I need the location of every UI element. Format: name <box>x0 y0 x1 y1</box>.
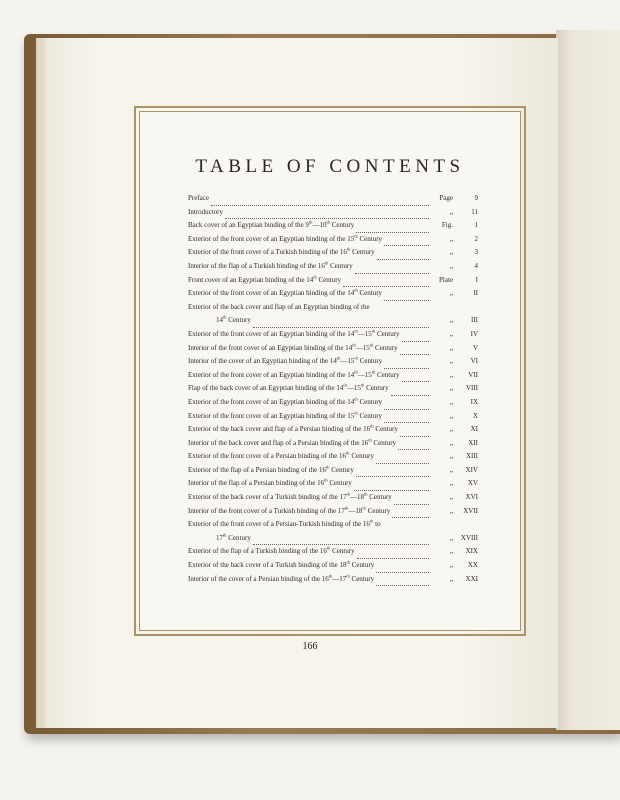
page-number: 166 <box>302 641 318 652</box>
toc-entry-number: V <box>472 343 478 352</box>
toc-entry-number: XIX <box>465 547 478 556</box>
toc-entry-label: „ <box>449 438 453 447</box>
toc-entry-number: 3 <box>474 248 478 257</box>
dot-leader <box>384 236 429 246</box>
dot-leader <box>402 372 429 382</box>
toc-entry <box>188 464 478 478</box>
toc-entry-number: XVIII <box>460 533 478 542</box>
toc-entry-text: Interior of the front cover of an Egyptian binding of the 14th—15th Century <box>188 342 398 352</box>
dot-leader <box>356 467 429 477</box>
toc-entry-label: „ <box>449 207 453 216</box>
dot-leader <box>376 454 429 464</box>
toc-entry <box>188 287 478 301</box>
toc-entry-text: Exterior of the front cover of a Turkish binding of the 16th Century <box>188 247 375 257</box>
toc-entry <box>188 342 478 356</box>
toc-entry <box>188 219 478 233</box>
toc-entry-label: „ <box>449 574 453 583</box>
toc-entry <box>188 518 478 545</box>
toc-entry <box>188 206 478 220</box>
toc-entry-number: VI <box>470 357 478 366</box>
toc-entry-number: XXI <box>465 574 478 583</box>
toc-entry <box>188 559 478 573</box>
toc-entry-text: Flap of the back cover of an Egyptian binding of the 14th—15th Century <box>188 382 389 393</box>
toc-entry <box>188 573 478 587</box>
toc-entry <box>188 355 478 369</box>
toc-entry-text: Exterior of the front cover of an Egyptian binding of the 15th Century <box>188 233 383 243</box>
toc-entry-label: Plate <box>439 275 453 284</box>
toc-entry <box>188 301 478 328</box>
toc-entry-text: Interior of the flap of a Turkish binding of the 16th Century <box>188 260 353 270</box>
dot-leader <box>394 495 429 505</box>
dot-leader <box>343 277 429 287</box>
dot-leader <box>392 508 429 518</box>
toc-entry <box>188 369 478 383</box>
toc-entry-label: „ <box>449 397 453 406</box>
toc-entry <box>188 410 478 424</box>
toc-entry-label: „ <box>449 493 453 502</box>
toc-entry <box>188 260 478 274</box>
toc-entry-number: III <box>471 316 478 325</box>
dot-leader <box>376 576 429 586</box>
toc-entry-number: 9 <box>474 194 478 202</box>
dot-leader <box>377 250 429 260</box>
toc-entry-number: XII <box>468 438 478 447</box>
toc-entry-number: 1 <box>474 221 478 230</box>
toc-entry <box>188 423 478 437</box>
toc-entry-text: Interior of the cover of a Persian binding of the 16th—17th Century <box>188 573 375 583</box>
toc-entry <box>188 545 478 559</box>
toc-entry-number: XV <box>467 479 478 488</box>
toc-entry-label: „ <box>449 248 453 257</box>
toc-entry-label: „ <box>449 452 453 461</box>
dot-leader <box>356 223 429 233</box>
toc-entry-text-continued: 14th Century <box>216 315 251 325</box>
toc-entry-label: „ <box>449 329 453 338</box>
toc-entry <box>188 382 478 396</box>
toc-list <box>188 192 478 586</box>
toc-entry-text: Interior of the back cover and flap of a Persian binding of the 16th Century <box>188 437 397 447</box>
dot-leader <box>400 345 429 355</box>
toc-entry-text: Exterior of the back cover of a Turkish binding of the 18th Century <box>188 559 375 570</box>
facing-page <box>556 30 620 730</box>
toc-entry-number: XX <box>467 561 478 570</box>
toc-entry-label: „ <box>449 547 453 556</box>
toc-entry-number: XI <box>470 425 478 434</box>
toc-entry-text: Back cover of an Egyptian binding of the 9th—10th Century <box>188 219 355 230</box>
toc-entry-number: VIII <box>465 384 478 393</box>
toc-entry <box>188 477 478 491</box>
toc-entry-number: VII <box>468 370 478 379</box>
dot-leader <box>384 400 429 410</box>
toc-entry-number: IX <box>470 397 478 406</box>
toc-entry-number: 11 <box>471 207 478 216</box>
dot-leader <box>253 535 429 545</box>
toc-entry-label: Page <box>439 194 453 202</box>
toc-entry <box>188 233 478 247</box>
toc-entry-label: „ <box>449 316 453 325</box>
toc-entry-number: XIV <box>465 465 478 474</box>
toc-entry-label: „ <box>449 411 453 420</box>
toc-entry-label: „ <box>449 561 453 570</box>
toc-entry-text: Exterior of the front cover of an Egyptian binding of the 14th—15th Century <box>188 369 400 379</box>
dot-leader <box>376 563 429 573</box>
toc-entry <box>188 491 478 505</box>
toc-entry-number: II <box>473 289 478 298</box>
toc-entry-number: 4 <box>474 261 478 270</box>
toc-entry-number: I <box>475 275 478 284</box>
toc-entry-number: X <box>472 411 478 420</box>
toc-entry-text: Exterior of the back cover of a Turkish binding of the 17th—18th Century <box>188 491 392 502</box>
toc-entry-text: Exterior of the front cover of a Persian-Turkish binding of the 16th to <box>188 518 381 529</box>
toc-entry-text: Exterior of the front cover of an Egyptian binding of the 14th Century <box>188 287 383 298</box>
dot-leader <box>398 440 429 450</box>
toc-entry-label: „ <box>449 357 453 366</box>
toc-entry-number: XVII <box>463 506 478 515</box>
toc-entry <box>188 192 478 206</box>
toc-entry-number: IV <box>470 329 478 338</box>
toc-entry <box>188 437 478 451</box>
toc-entry-number: XIII <box>465 452 478 461</box>
toc-entry-label: „ <box>449 343 453 352</box>
dot-leader <box>253 318 429 328</box>
toc-entry-text: Interior of the flap of a Persian binding of the 16th Century <box>188 478 352 488</box>
toc-entry-number: XVI <box>465 493 478 502</box>
toc-entry-text: Exterior of the back cover and flap of a Persian binding of the 16th Century <box>188 423 398 434</box>
toc-entry <box>188 274 478 288</box>
toc-entry <box>188 396 478 410</box>
toc-entry-label: Fig. <box>441 221 453 230</box>
dot-leader <box>357 549 429 559</box>
toc-entry-label: „ <box>449 465 453 474</box>
toc-entry-text: Exterior of the flap of a Turkish binding of the 16th Century <box>188 546 355 556</box>
dot-leader <box>391 386 429 396</box>
dot-leader <box>384 359 429 369</box>
toc-entry <box>188 246 478 260</box>
dot-leader <box>354 481 429 491</box>
toc-entry-label: „ <box>449 234 453 243</box>
dot-leader <box>211 196 429 206</box>
toc-entry-label: „ <box>449 533 453 542</box>
toc-entry-text: Exterior of the front cover of a Persian binding of the 16th Century <box>188 450 374 461</box>
toc-entry-label: „ <box>449 425 453 434</box>
toc-entry-number: 2 <box>474 234 478 243</box>
toc-entry-text: Exterior of the front cover of an Egyptian binding of the 14th—15th Century <box>188 328 400 338</box>
dot-leader <box>384 291 429 301</box>
toc-entry-label: „ <box>449 384 453 393</box>
contents-frame-inner <box>139 111 521 631</box>
contents-frame <box>134 106 526 636</box>
toc-entry-text: Exterior of the back cover and flap of an Egyptian binding of the <box>188 302 370 311</box>
toc-entry-text: Interior of the front cover of a Turkish binding of the 17th—18th Century <box>188 505 391 515</box>
toc-entry <box>188 450 478 464</box>
toc-entry-text: Exterior of the front cover of an Egyptian binding of the 14th Century <box>188 396 383 406</box>
toc-entry-label: „ <box>449 261 453 270</box>
toc-entry-label: „ <box>449 506 453 515</box>
toc-entry-text: Exterior of the flap of a Persian binding of the 16th Century <box>188 464 354 474</box>
toc-entry-text: Exterior of the front cover of an Egyptian binding of the 15th Century <box>188 410 383 420</box>
dot-leader <box>355 264 429 274</box>
toc-entry <box>188 505 478 519</box>
toc-entry-label: „ <box>449 479 453 488</box>
page-title: TABLE OF CONTENTS <box>195 156 465 177</box>
dot-leader <box>400 427 429 437</box>
toc-entry-label: „ <box>449 370 453 379</box>
toc-entry-label: „ <box>449 289 453 298</box>
dot-leader <box>225 209 429 219</box>
toc-entry <box>188 328 478 342</box>
dot-leader <box>402 332 429 342</box>
dot-leader <box>384 413 429 423</box>
toc-entry-text-continued: 17th Century <box>216 532 251 542</box>
toc-entry-text: Interior of the cover of an Egyptian binding of the 14th—15th Century <box>188 355 383 366</box>
toc-entry-text: Front cover of an Egyptian binding of the 14th Century <box>188 274 342 284</box>
toc-entry-text: Preface <box>188 194 209 202</box>
toc-entry-text: Introductory <box>188 207 223 216</box>
